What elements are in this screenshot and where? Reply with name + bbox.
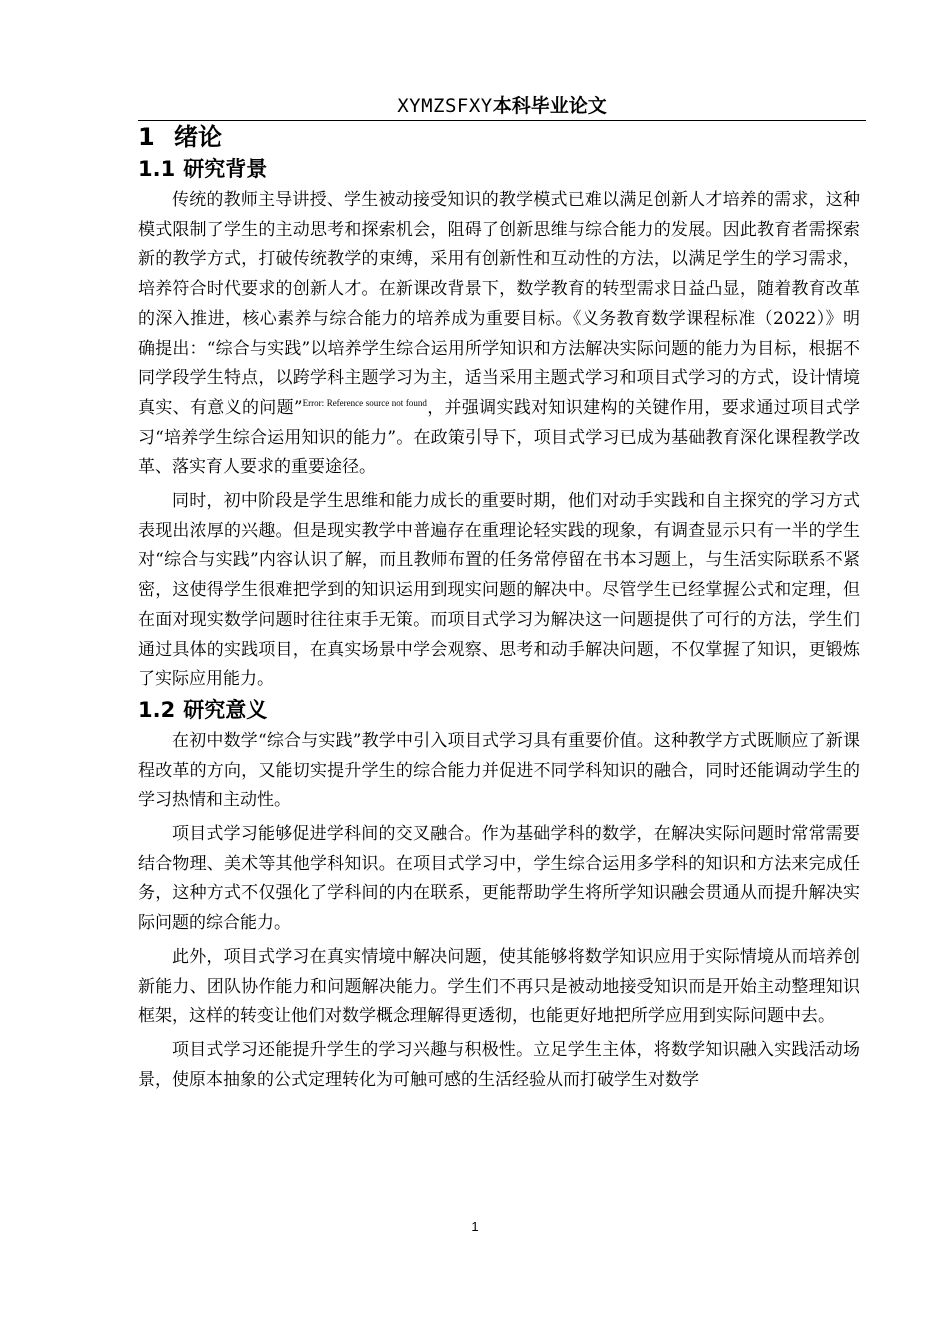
document-body	[138, 122, 860, 1095]
section-number: 1.1	[138, 157, 176, 181]
paragraph-significance-2: 项目式学习能够促进学科间的交叉融合。作为基础学科的数学，在解决实际问题时常常需要结合物理、美术等其他学科知识。在项目式学习中，学生综合运用多学科的知识和方法来完成任务，这种方式不仅强化了学科间的内在联系，更能帮助学生将所学知识融会贯通从而提升解决实际问题的综合能力。	[138, 824, 860, 934]
paragraph-text: 传统的教师主导讲授、学生被动接受知识的教学模式已难以满足创新人才培养的需求，这种模式限制了学生的主动思考和探索机会，阻碍了创新思维与综合能力的发展。因此教育者需探索新的教学方式，打破传统教学的束缚，采用有创新性和互动性的方法，以满足学生的学习需求，培养符合时代要求的创新人才。在新课改背景下，数学教育的转型需求日益凸显，随着教育改革的深入推进，核心素养与综合能力的培养成为重要目标。《义务教育数学课程标准（2022）》明确提出：“综合与实践”以培养学生综合运用所学知识和方法解决实际问题的能力为目标，根据不同学段学生特点，以跨学科主题学习为主，适当采用主题式学习和项目式学习的方式，设计情境真实、有意义的问题”	[138, 190, 860, 418]
paragraph-significance-4: 项目式学习还能提升学生的学习兴趣与积极性。立足学生主体，将数学知识融入实践活动场景，使原本抽象的公式定理转化为可触可感的生活经验从而打破学生对数学	[138, 1039, 860, 1090]
section-heading-1-1	[138, 154, 860, 186]
paragraph-significance-3: 此外，项目式学习在真实情境中解决问题，使其能够将数学知识应用于实际情境从而培养创新能力、团队协作能力和问题解决能力。学生们不再只是被动地接受知识而是开始主动整理知识框架，这样的转变让他们对数学概念理解得更透彻，也能更好地把所学应用到实际问题中去。	[138, 946, 860, 1027]
section-heading-1-2	[138, 695, 860, 727]
paragraph-text: ，并强调实践对知识建构的关键作用，要求通过项目式学习“培养学生综合运用知识的能力”。在政策引导下，项目式学习已成为基础教育深化课程教学改革、落实育人要求的重要途径。	[138, 397, 860, 478]
reference-error: Error: Reference source not found	[302, 397, 427, 408]
paragraph-background-2: 同时，初中阶段是学生思维和能力成长的重要时期，他们对动手实践和自主探究的学习方式表现出浓厚的兴趣。但是现实教学中普遍存在重理论轻实践的现象，有调查显示只有一半的学生对“综合与实践”内容认识了解，而且教师布置的任务常停留在书本习题上，与生活实际联系不紧密，这使得学生很难把学到的知识运用到现实问题的解决中。尽管学生已经掌握公式和定理，但在面对现实数学问题时往往束手无策。而项目式学习为解决这一问题提供了可行的方法，学生们通过具体的实践项目，在真实场景中学会观察、思考和动手解决问题，不仅掌握了知识，更锻炼了实际应用能力。	[138, 491, 860, 690]
paragraph-significance-1: 在初中数学“综合与实践”教学中引入项目式学习具有重要价值。这种教学方式既顺应了新课程改革的方向，又能切实提升学生的综合能力并促进不同学科知识的融合，同时还能调动学生的学习热情和主动性。	[138, 730, 860, 811]
section-title: 研究意义	[183, 697, 268, 722]
chapter-number: 1	[138, 123, 155, 151]
section-title: 研究背景	[183, 157, 268, 181]
chapter-title: 绪论	[174, 123, 222, 151]
page-number: 1	[471, 1219, 479, 1234]
header-serial: XYMZSFXY	[397, 95, 493, 117]
page-header	[138, 92, 866, 121]
chapter-heading	[138, 122, 860, 154]
header-title: 本科毕业论文	[492, 95, 607, 117]
paragraph-background-1	[138, 186, 860, 483]
section-number: 1.2	[138, 697, 176, 722]
